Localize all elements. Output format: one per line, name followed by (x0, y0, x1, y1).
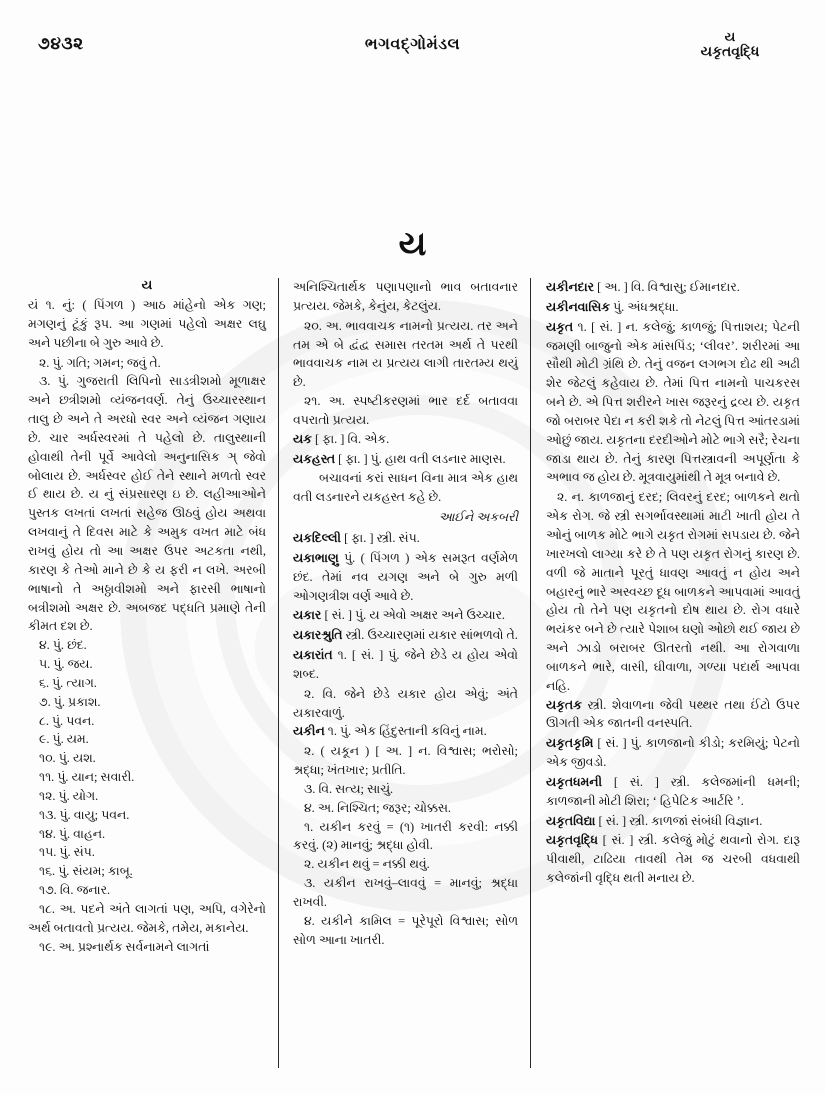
dictionary-entry: યકૃતક સ્ત્રી. શેવાળના જેવી પથ્થર તથા ઈંટો ઉપર ઊગતી એક જાતની વનસ્પતિ. (546, 697, 800, 731)
entry-sense: ૨. યકીન થવું = નક્કી થવું. (304, 857, 430, 872)
entry-sense: ૧૩. પું. વાયુ; પવન. (39, 807, 130, 822)
entry-sense: ૬. પું. ત્યાગ. (39, 675, 97, 690)
dictionary-entry: યકીનવાસિક પું. અંધશ્રદ્ધા. (546, 299, 679, 314)
entry-headword: યકીનદાર (546, 280, 595, 294)
entry-sense: ૧૪. પું. વાહન. (39, 826, 106, 841)
dictionary-entry: યકૃતધમની [ સં. ] સ્ત્રી. કલેજમાંની ધમની; કાળજાની મોટી શિરા; ‘ હિપેટિક આર્ટરિ ’. (546, 774, 800, 808)
entry-headword: યકારશ્રુતિ (293, 628, 343, 643)
entry-sense: ૧૧. પું. યાન; સવારી. (39, 770, 135, 785)
dictionary-entry: યકૃતવિદ્યા [ સં. ] સ્ત્રી. કાળજાં સંબંધી વિજ્ઞાન. (546, 813, 763, 828)
entry-sense: ૧૦. પું. યશ. (39, 751, 96, 766)
entry-headword: યકૃતધમની (546, 774, 603, 789)
entry-headword: યકીનવાસિક (546, 299, 611, 314)
entry-headword: યકાર (293, 608, 322, 623)
running-head (0, 29, 825, 94)
entry-sense: અનિશ્ચિતાર્થક પણાપણાનો ભાવ બતાવનાર પ્રત્યય. જેમકે, કેનુંય, કેટલુંય. (293, 280, 518, 313)
column-1-body (28, 296, 266, 957)
column-1-letter: ય (141, 277, 153, 292)
entry-sense: ૧૨. પું. યોગ. (39, 788, 99, 803)
entry-sense: ૨૧. અ. સ્પષ્ટીકરણમાં ભાર દર્દ બતાવવા વપરાતો પ્રત્યય. (293, 394, 518, 427)
entry-headword: યકૃતક (546, 697, 582, 712)
entry-headword: યકાભાણુ (293, 550, 339, 565)
entry-headword: યકૃતકૃમિ (546, 736, 594, 751)
dictionary-entry: યકદિલ્લી [ ફા. ] સ્ત્રી. સંપ. (293, 530, 420, 545)
dictionary-entry: યકીનદાર [ અ. ] વિ. વિશ્વાસુ; ઈમાનદાર. (546, 280, 740, 294)
entry-sense: ૯. પું. યમ. (39, 732, 89, 747)
entry-sense: ૧૬. પું. સંયમ; કાબૂ. (39, 864, 133, 879)
entry-sense: ૧૯. અ. પ્રશ્નાર્થક સર્વનામને લાગતાં (39, 939, 210, 954)
entry-quotation: બચાવનાં કરાં સાધન વિના માત્ર એક હાથ વતી લડનારને યકહસ્ત કહે છે. (293, 471, 518, 505)
dictionary-entry: યકીન ૧. પું. એક હિંદુસ્તાની કવિનું નામ. (293, 724, 487, 739)
entry-headword: યકારાંત (293, 648, 333, 663)
entry-sense: ૨. ( યકૂન ) [ અ. ] ન. વિશ્વાસ; ભરોસો; શ્રદ્ધા; ખંતખાર; પ્રતીતિ. (293, 744, 518, 778)
dictionary-entry: યકારશ્રુતિ સ્ત્રી. ઉચ્ચારણમાં યકાર સાંભળવો તે. (293, 628, 518, 643)
entry-sense: ૨. વિ. જેને છેડે યકાર હોય એવું; અંતે યકારવાળું. (293, 686, 518, 720)
body-columns (28, 278, 800, 1068)
entry-sense: ૪. અ. નિશ્ચિત; જરૂર; ચોક્કસ. (304, 800, 451, 815)
entry-headword: યકૃતવિદ્યા (546, 813, 596, 828)
dictionary-entry: યક [ ફા. ] વિ. એક. (293, 431, 390, 446)
entry-sense: ૧૫. પું. સંપ. (39, 845, 95, 860)
entry-sense: ૪. પું. છંદ. (39, 638, 87, 653)
entry-sense: ૭. પું. પ્રકાશ. (39, 694, 101, 709)
column-1 (28, 278, 278, 1068)
entry-headword: યકદિલ્લી (293, 530, 341, 545)
entry-sense: ૮. પું. પવન. (39, 713, 95, 728)
entry-sense: ૩. યકીન રાખવું–લાવવું = માનવું; શ્રદ્ધા રાખવી. (293, 876, 518, 909)
entry-sense: ૨. પું. ગતિ; ગમન; જવું તે. (39, 355, 161, 370)
entry-headword: યકૃતવૃદ્ધિ (546, 833, 598, 848)
guide-letter: ય (724, 29, 736, 44)
entry-headword: યકહસ્ત (293, 451, 336, 466)
dictionary-entry: યકૃતકૃમિ [ સં. ] પું. કાળજાનો કીડો; કરમિયું; પેટનો એક જીવડો. (546, 736, 800, 770)
dictionary-entry: યકાભાણુ પું. ( પિંગળ ) એક સમરૂત વર્ણમેળ છંદ. તેમાં નવ યગણ અને બે ગુરુ મળી ઓગણત્રીશ વર્ણ આવે છે. (293, 550, 518, 603)
entry-headword: યક (293, 431, 312, 446)
dictionary-entry: યકૃતવૃદ્ધિ [ સં. ] સ્ત્રી. કલેજું મોટું થવાનો રોગ. દારૂ પીવાથી, ટાઢિયા તાવથી તેમ જ ચરબી વધવાથી કલેજાંની વૃદ્ધિ થતી મનાય છે. (546, 833, 800, 886)
dictionary-entry: યં ૧. નું: ( પિંગળ ) આઠ માંહેનો એક ગણ; મગણનું ટૂંકું રૂપ. આ ગણમાં પહેલો અક્ષર લઘુ અને પછીના બે ગુરુ આવે છે. (28, 298, 266, 350)
dictionary-entry: યકારાંત ૧. [ સં. ] પું. જેને છેડે ય હોય એવો શબ્દ. (293, 648, 518, 681)
entry-sense: ૨. ન. કાળજાનું દરદ; લિવરનું દરદ; બાળકને થતો એક રોગ. જે સ્ત્રી સગર્ભાવસ્થામાં માટી ખાતી હોય તે ઓનું બાળક મોટે ભાગે યકૃત રોગમાં સપડાય છે. જેને ખારખલો લાગ્યા કરે છે તે પણ યકૃત રોગનું કારણ છે. વળી જે માતાને પૂરતું ધાવણ આવતું ન હોય અને બહારનું ભારે અસ્વચ્છ દૂધ બાળકને આપવામાં આવતું હોય તો તેને પણ યકૃતનો દોષ થાય છે. રોગ વધારે ભયંકર બને છે ત્યારે પેશાબ ઘણો ઓછો થઈ જાય છે અને ઝાડો બરાબર ઊતરતો નથી. આ રોગવાળા બાળકને ભારે, વાસી, ઘીવાળા, ગળ્યા પદાર્થ આપવા નહિ. (546, 490, 800, 693)
dictionary-entry: યકૃત ૧. [ સં. ] ન. કલેજું; કાળજું; પિત્તાશય; પેટની જમણી બાજુનો એક માંસપિંડ; ‘લીવર’. શરીરમાં આ સૌથી મોટી ગ્રંથિ છે. તેનું વજન લગભગ દોઢ થી અઢી શેર જેટલું કહેવાય છે. તેમાં પિત્ત નામનો પાચકરસ બને છે. એ પિત્ત શરીરને ખાસ જરૂરનું દ્રવ્ય છે. યકૃત જો બરાબર પેદા ન કરી શકે તો નેટલું પિત્ત આંતરડામાં ઓછું જાય. યકૃતના દરદીઓને મોટે ભાગે સરૈ; રેચના જાડા થાય છે. તેનું કારણ પિત્તસ્ત્રાવની અપૂર્ણતા કે અભાવ જ હોય છે. મૂત્રવાયુમાંથી તે મૂત્ર બનાવે છે. (546, 319, 800, 485)
entry-sense: ૧. યકીન કરવું = (૧) ખાતરી કરવી: નક્કી કરવું. (૨) માનવું; શ્રદ્ધા હોવી. (293, 819, 518, 853)
section-letter: ય (398, 226, 427, 263)
dictionary-entry: યકહસ્ત [ ફા. ] પું. હાથ વતી લડનાર માણસ. (293, 451, 506, 466)
book-title: ભગવદ્ગોમંડલ (364, 36, 461, 53)
entry-headword: યકીન (293, 724, 325, 739)
entry-sense: ૩. પું. ગુજરાતી લિપિનો સાડત્રીશમો મૂળાક્ષર અને છત્રીશમો વ્યંજનવર્ણ. તેનું ઉચ્ચારસ્થાન તાલુ છે અને તે અરધો સ્વર અને વ્યંજન ગણાય છે. ચાર અર્ધસ્વરમાં તે પહેલો છે. તાલુસ્થાની હોવાથી તેની પૂર્વે આવેલો અનુનાસિક ઞ્ જેવો બોલાય છે. અર્ધસ્વર હોઈ તેને સ્થાને મળતો સ્વર ઈ થાય છે. ય નું સંપ્રસારણ ઇ છે. લહીઆઓને પુસ્તક લખતાં લખતાં સહેજ ઊઠવું હોય અથવા લખવાનું તે દિવસ માટે કે અમુક વખત માટે બંધ રાખવું હોય તો આ અક્ષર ઉપર અટકતા નથી, કારણ કે તેઓ માને છે કે ય ફરી ન લખે. અરબી ભાષાનો તે અઠ્ઠાવીશમો અને ફારસી ભાષાનો બત્રીશમો અક્ષર છે. અબજદ પદ્ધતિ પ્રમાણે તેની કીમત દશ છે. (28, 374, 266, 634)
entry-sense: ૧૭. વિ. જનાર. (39, 883, 111, 898)
entry-sense: ૪. યકીને કામિલ = પૂરેપૂરો વિશ્વાસ; સોળ સોળ આના ખાતરી. (293, 913, 518, 947)
column-2-body (293, 278, 518, 950)
entry-headword: યકૃત (546, 319, 574, 334)
entry-sense: ૧૮. અ. પદને અંતે લાગતાં પણ, અપિ, વગેરેનો અર્થ બતાવતો પ્રત્યય. જેમકે, તમેય, મકાનેય. (28, 902, 266, 935)
folio-number: ૭૪૩૨ (38, 34, 84, 53)
dictionary-entry: યકાર [ સં. ] પું. ય એવો અક્ષર અને ઉચ્ચાર. (293, 608, 506, 623)
column-2 (278, 278, 530, 1068)
column-3 (530, 278, 800, 1068)
entry-sense: ૩. વિ. સત્ય; સાચું. (304, 781, 394, 796)
guide-head (665, 30, 795, 62)
source-citation: આઈને અકબરી (438, 510, 518, 525)
entry-sense: ૨૦. અ. ભાવવાચક નામનો પ્રત્યય. તર અને તમ એ બે દ્વંદ્વ સમાસ તરતમ અર્થ તે પરથી ભાવવાચક નામ ય પ્રત્યય લાગી તારતમ્ય થયું છે. (293, 318, 518, 390)
entry-sense: ૫. પું. જય. (39, 657, 93, 672)
guide-word: યકૃતવૃદ્ધિ (700, 45, 760, 61)
column-3-body (546, 278, 800, 888)
